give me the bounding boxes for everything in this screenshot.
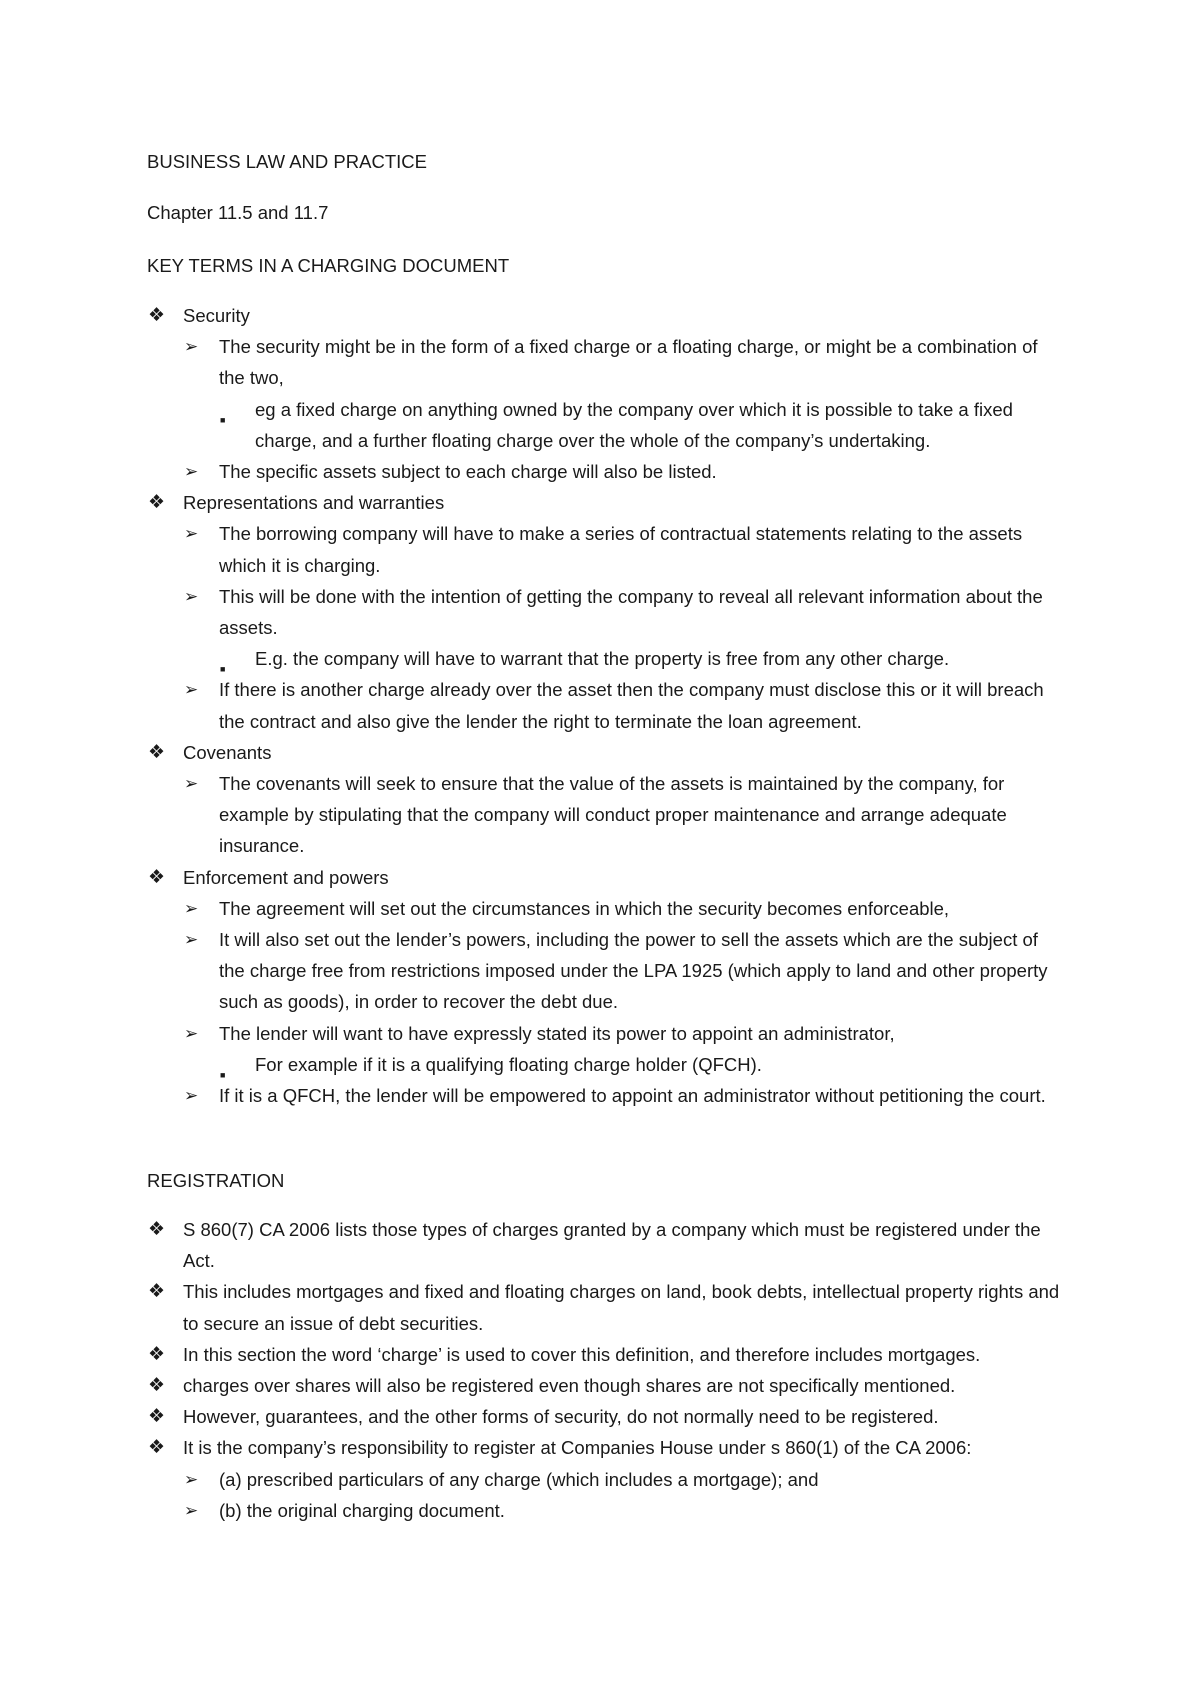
list-item <box>0 1049 1060 1080</box>
arrow-bullet-icon: ➢ <box>184 462 199 482</box>
diamond-bullet-icon: ❖ <box>148 1219 166 1240</box>
list-item <box>0 1432 1063 1463</box>
chapter-reference: Chapter 11.5 and 11.7 <box>147 202 329 223</box>
diamond-bullet-icon: ❖ <box>148 866 166 888</box>
arrow-bullet-icon: ➢ <box>184 1023 199 1043</box>
list-item-text: It is the company’s responsibility to register at Companies House under s 860(1) of the CA 2006: <box>183 1437 972 1459</box>
list-item <box>0 581 1059 643</box>
bullet-covenants: Covenants <box>183 741 272 763</box>
list-item-text: It will also set out the lender’s powers, including the power to sell the assets which are the subject of the charge free from restrictions imposed under the LPA 1925 (which apply to land and other property such as goods), in order to recover the debt due. <box>219 929 1048 1013</box>
list-item-text: For example if it is a qualifying floating charge holder (QFCH). <box>255 1053 762 1075</box>
list-item-text: S 860(7) CA 2006 lists those types of charges granted by a company which must be registered under the Act. <box>183 1219 1041 1272</box>
list-item-text: If there is another charge already over the asset then the company must disclose this or it will breach the contract and also give the lender the right to terminate the loan agreement. <box>219 679 1044 732</box>
arrow-bullet-icon: ➢ <box>184 774 199 794</box>
section-heading-key-terms: KEY TERMS IN A CHARGING DOCUMENT <box>147 255 510 276</box>
registration-list <box>0 1214 1200 1526</box>
list-item-text: eg a fixed charge on anything owned by the company over which it is possible to take a fixed charge, and a further floating charge over the whole of the company’s undertaking. <box>255 398 1013 451</box>
list-item-text: The agreement will set out the circumstances in which the security becomes enforceable, <box>219 897 950 919</box>
arrow-bullet-icon: ➢ <box>184 524 199 544</box>
list-item <box>0 1080 1059 1111</box>
diamond-bullet-icon: ❖ <box>148 1375 166 1397</box>
list-item <box>0 1370 1063 1401</box>
list-item <box>0 331 1059 393</box>
arrow-bullet-icon: ➢ <box>184 1500 199 1520</box>
bullet-representations: Representations and warranties <box>183 492 445 514</box>
list-item <box>0 768 1059 862</box>
list-item <box>0 1018 1059 1049</box>
arrow-bullet-icon: ➢ <box>184 1086 199 1106</box>
list-item-text: The security might be in the form of a fixed charge or a floating charge, or might be a combination of the two, <box>219 336 1038 389</box>
list-item-text: (b) the original charging document. <box>219 1499 505 1521</box>
list-item-text: However, guarantees, and the other forms of security, do not normally need to be registered. <box>183 1406 939 1428</box>
list-item <box>0 674 1059 736</box>
list-item-text: charges over shares will also be registered even though shares are not specifically mentioned. <box>183 1375 956 1397</box>
diamond-bullet-icon: ❖ <box>148 1343 166 1365</box>
list-item <box>0 394 1060 456</box>
arrow-bullet-icon: ➢ <box>184 337 199 357</box>
list-item <box>0 518 1059 580</box>
list-item-text: This includes mortgages and fixed and floating charges on land, book debts, intellectual property rights and to secure an issue of debt securities. <box>183 1281 1060 1334</box>
list-item <box>0 893 1059 924</box>
diamond-bullet-icon: ❖ <box>148 1281 166 1303</box>
diamond-bullet-icon: ❖ <box>148 1437 166 1459</box>
list-item <box>0 487 1200 518</box>
list-item-text: E.g. the company will have to warrant that the property is free from any other charge. <box>255 648 950 670</box>
diamond-bullet-icon: ❖ <box>148 492 166 514</box>
square-bullet-icon: ■ <box>220 664 226 675</box>
list-item <box>0 1276 1063 1338</box>
list-item <box>0 862 1200 893</box>
diamond-bullet-icon: ❖ <box>148 741 166 763</box>
square-bullet-icon: ■ <box>220 1069 226 1080</box>
arrow-bullet-icon: ➢ <box>184 898 199 918</box>
list-item <box>0 1401 1063 1432</box>
square-bullet-icon: ■ <box>220 414 226 425</box>
list-item <box>0 1495 1059 1526</box>
diamond-bullet-icon: ❖ <box>148 1406 166 1428</box>
arrow-bullet-icon: ➢ <box>184 586 199 606</box>
list-item <box>0 1464 1059 1495</box>
section-heading-registration: REGISTRATION <box>147 1170 285 1191</box>
list-item-text: The covenants will seek to ensure that the value of the assets is maintained by the company, for example by stipulating that the company will conduct proper maintenance and arrange adequate insurance. <box>219 773 1007 857</box>
list-item-text: If it is a QFCH, the lender will be empowered to appoint an administrator without petitioning the court. <box>219 1085 1046 1107</box>
list-item <box>0 924 1059 1018</box>
diamond-bullet-icon: ❖ <box>148 305 166 326</box>
list-item <box>0 1214 1063 1276</box>
arrow-bullet-icon: ➢ <box>184 930 199 950</box>
list-item <box>0 456 1059 487</box>
list-item-text: (a) prescribed particulars of any charge (which includes a mortgage); and <box>219 1468 819 1490</box>
list-item-text: The specific assets subject to each charge will also be listed. <box>219 461 717 483</box>
list-item-text: The lender will want to have expressly stated its power to appoint an administrator, <box>219 1022 895 1044</box>
key-terms-list <box>0 300 1200 1111</box>
document-title: BUSINESS LAW AND PRACTICE <box>147 151 427 172</box>
bullet-enforcement: Enforcement and powers <box>183 866 389 888</box>
list-item <box>0 737 1200 768</box>
list-item <box>0 643 1060 674</box>
list-item <box>0 300 1200 331</box>
arrow-bullet-icon: ➢ <box>184 680 199 700</box>
list-item-text: The borrowing company will have to make a series of contractual statements relating to the assets which it is charging. <box>219 523 1023 576</box>
arrow-bullet-icon: ➢ <box>184 1469 199 1489</box>
list-item-text: In this section the word ‘charge’ is used to cover this definition, and therefore includes mortgages. <box>183 1343 981 1365</box>
list-item <box>0 1339 1063 1370</box>
list-item-text: This will be done with the intention of getting the company to reveal all relevant information about the assets. <box>219 585 1043 639</box>
bullet-security: Security <box>183 305 250 326</box>
